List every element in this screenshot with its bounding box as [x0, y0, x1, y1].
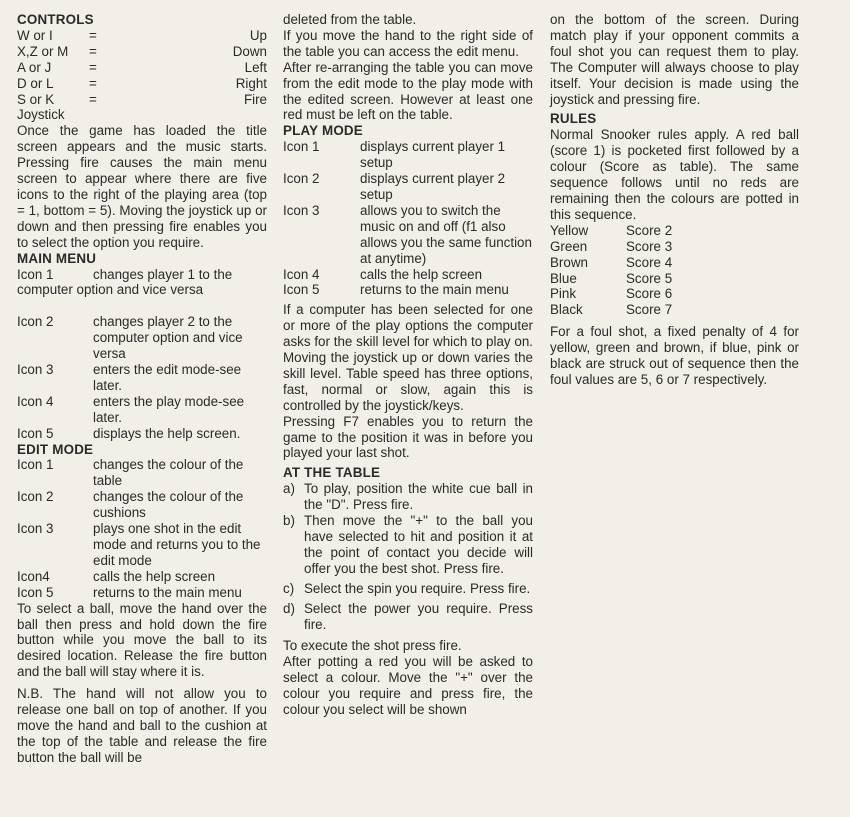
control-action: Up	[249, 27, 267, 43]
table-step	[283, 601, 533, 633]
icon-description: changes the colour of the table	[93, 457, 244, 489]
ball-colour: Brown	[550, 254, 588, 270]
play-mode-heading: PLAY MODE	[283, 123, 363, 139]
step-text: Select the spin you require. Press fire.	[304, 580, 531, 596]
edit-mode-item	[17, 569, 267, 585]
icon-label: Icon 2	[283, 171, 320, 187]
score-row	[550, 223, 799, 239]
table-step	[283, 581, 533, 597]
icon-label: Icon 5	[17, 584, 54, 600]
icon-description: changes player 1 to the	[93, 266, 233, 282]
icon-description: returns to the main menu	[360, 282, 509, 298]
ball-score: Score 6	[626, 286, 673, 302]
icon-label: Icon 1	[17, 457, 54, 473]
ball-score: Score 7	[626, 302, 673, 318]
control-equals: =	[89, 91, 97, 107]
control-equals: =	[89, 43, 97, 59]
score-row	[550, 302, 799, 318]
play-mode-item	[283, 282, 533, 298]
score-row	[550, 271, 799, 287]
control-action: Down	[232, 43, 267, 59]
ball-score: Score 4	[626, 254, 673, 270]
control-row	[17, 44, 267, 60]
ball-score: Score 3	[626, 238, 673, 254]
joystick-label: Joystick	[17, 107, 65, 123]
icon-label: Icon 3	[283, 202, 320, 218]
rules-heading: RULES	[550, 111, 597, 127]
icon-label: Icon 1	[283, 139, 320, 155]
control-row	[17, 28, 267, 44]
icon-label: Icon 1	[17, 266, 54, 282]
control-action: Right	[235, 75, 267, 91]
edit-menu-paragraph: If you move the hand to the right side of the table you can access the edit menu.	[283, 27, 533, 59]
ball-colour: Green	[550, 238, 588, 254]
ball-colour: Black	[550, 302, 583, 318]
play-mode-item	[283, 139, 533, 171]
column-2	[283, 12, 533, 718]
control-keys: W or I	[17, 27, 53, 43]
main-menu-icon-1	[17, 267, 267, 299]
step-text: To play, position the white cue ball in the "D". Press fire.	[304, 481, 533, 513]
ball-score: Score 2	[626, 222, 673, 238]
icon-label: Icon 2	[17, 489, 54, 505]
controls-heading: CONTROLS	[17, 12, 94, 27]
ball-score: Score 5	[626, 270, 673, 286]
control-equals: =	[89, 59, 97, 75]
step-marker: c)	[283, 580, 295, 596]
execute-text: To execute the shot press fire.	[283, 638, 462, 654]
step-marker: b)	[283, 513, 295, 529]
skill-paragraph: If a computer has been selected for one or more of the play options the computer asks for the skill level for which to play on. Moving the joystick up or down varies the skill level. Table speed has three options, fast, normal or slow, again this is controlled by the joystick/keys.	[283, 302, 533, 413]
icon-description: allows you to switch the music on and off (f1 also allows you the same function at anytime)	[360, 202, 532, 266]
icon-label: Icon 5	[283, 282, 320, 298]
edit-mode-item	[17, 457, 267, 489]
f7-paragraph: Pressing F7 enables you to return the game to the position it was in before you played your last shot.	[283, 413, 533, 461]
icon-description: plays one shot in the edit mode and returns you to the edit mode	[93, 521, 261, 568]
control-action: Left	[244, 59, 267, 75]
step-text: Then move the "+" to the ball you have selected to hit and position it at the point of contact you decide will offer you the best shot. Press fire.	[304, 513, 533, 576]
ball-colour: Yellow	[550, 222, 589, 238]
select-ball-paragraph: To select a ball, move the hand over the ball then press and hold down the fire button while you move the ball to its desired location. Release the fire button and the ball will stay where it is.	[17, 600, 267, 680]
icon-description: calls the help screen	[360, 266, 483, 282]
control-equals: =	[89, 27, 97, 43]
rules-intro: Normal Snooker rules apply. A red ball (score 1) is pocketed first followed by a colour (Score as table). The same sequence follows until no reds are remaining then the colours are potted in this sequence.	[550, 127, 799, 222]
control-keys: D or L	[17, 75, 54, 91]
play-mode-item	[283, 171, 533, 203]
icon-description-cont: computer option and vice versa	[17, 282, 204, 298]
score-row	[550, 255, 799, 271]
icon-description: enters the play mode-see later.	[93, 393, 245, 425]
edit-mode-item	[17, 489, 267, 521]
column-1	[17, 12, 267, 766]
icon-description: enters the edit mode-see later.	[93, 362, 242, 393]
intro-paragraph: Once the game has loaded the title screen appears and the music starts. Pressing fire causes the main menu screen to appear where there are five icons to the right of the playing area (top = 1, bottom = 5). Moving the joystick up or down and then pressing fire enables you to select the option you require.	[17, 123, 267, 250]
icon-description: calls the help screen	[93, 568, 216, 584]
column-3	[550, 12, 799, 388]
icon-label: Icon 4	[17, 393, 54, 409]
step-marker: a)	[283, 481, 295, 497]
main-menu-item	[17, 394, 267, 426]
control-keys: S or K	[17, 91, 55, 107]
step-marker: d)	[283, 600, 295, 616]
icon-description: changes the colour of the cushions	[93, 489, 244, 521]
edit-mode-item	[17, 585, 267, 601]
control-row	[17, 92, 267, 108]
step-text: Select the power you require. Press fire.	[304, 600, 533, 632]
main-menu-heading: MAIN MENU	[17, 250, 97, 266]
ball-colour: Pink	[550, 286, 577, 302]
control-row	[17, 60, 267, 76]
score-row	[550, 286, 799, 302]
icon-description: changes player 2 to the computer option and vice versa	[93, 314, 243, 362]
match-play-paragraph: on the bottom of the screen. During match play if your opponent commits a foul shot you can request them to play. The Computer will always choose to play itself. Your decision is made using the joystick and pressing fire.	[550, 12, 799, 107]
icon-label: Icon 3	[17, 521, 54, 537]
table-step	[283, 513, 533, 577]
potting-paragraph: After potting a red you will be asked to select a colour. Move the "+" over the colour you require and press fire, the colour you select will be shown	[283, 654, 533, 718]
control-row	[17, 76, 267, 92]
main-menu-item	[17, 362, 267, 394]
control-equals: =	[89, 75, 97, 91]
icon-description: displays current player 1 setup	[360, 139, 506, 171]
control-action: Fire	[243, 91, 267, 107]
icon-description: displays current player 2 setup	[360, 171, 506, 202]
play-mode-item	[283, 203, 533, 267]
nb-paragraph: N.B. The hand will not allow you to release one ball on top of another. If you move the hand and ball to the cushion at the top of the table and release the fire button the ball will be	[17, 686, 267, 765]
controls-table	[17, 28, 267, 108]
main-menu-item	[17, 426, 267, 442]
icon-description: returns to the main menu	[93, 584, 242, 600]
foul-paragraph: For a foul shot, a fixed penalty of 4 for yellow, green and brown, if blue, pink or black are struck out of sequence then the foul values are 5, 6 or 7 respectively.	[550, 324, 799, 387]
deleted-text: deleted from the table.	[283, 12, 417, 27]
icon-label: Icon 4	[283, 266, 320, 282]
edit-mode-item	[17, 521, 267, 569]
edit-mode-heading: EDIT MODE	[17, 441, 94, 457]
score-row	[550, 239, 799, 255]
rearrange-paragraph: After re-arranging the table you can move from the edit mode to the play mode with the edited screen. However at least one red must be left on the table.	[283, 59, 533, 123]
play-mode-item	[283, 267, 533, 283]
table-step	[283, 481, 533, 513]
ball-colour: Blue	[550, 270, 577, 286]
icon-label: Icon4	[17, 568, 50, 584]
icon-label: Icon 5	[17, 425, 54, 441]
icon-label: Icon 2	[17, 314, 54, 330]
control-keys: A or J	[17, 59, 52, 75]
icon-description: displays the help screen.	[93, 425, 241, 441]
at-the-table-heading: AT THE TABLE	[283, 465, 381, 481]
icon-label: Icon 3	[17, 362, 54, 378]
main-menu-item	[17, 314, 267, 362]
control-keys: X,Z or M	[17, 43, 69, 59]
